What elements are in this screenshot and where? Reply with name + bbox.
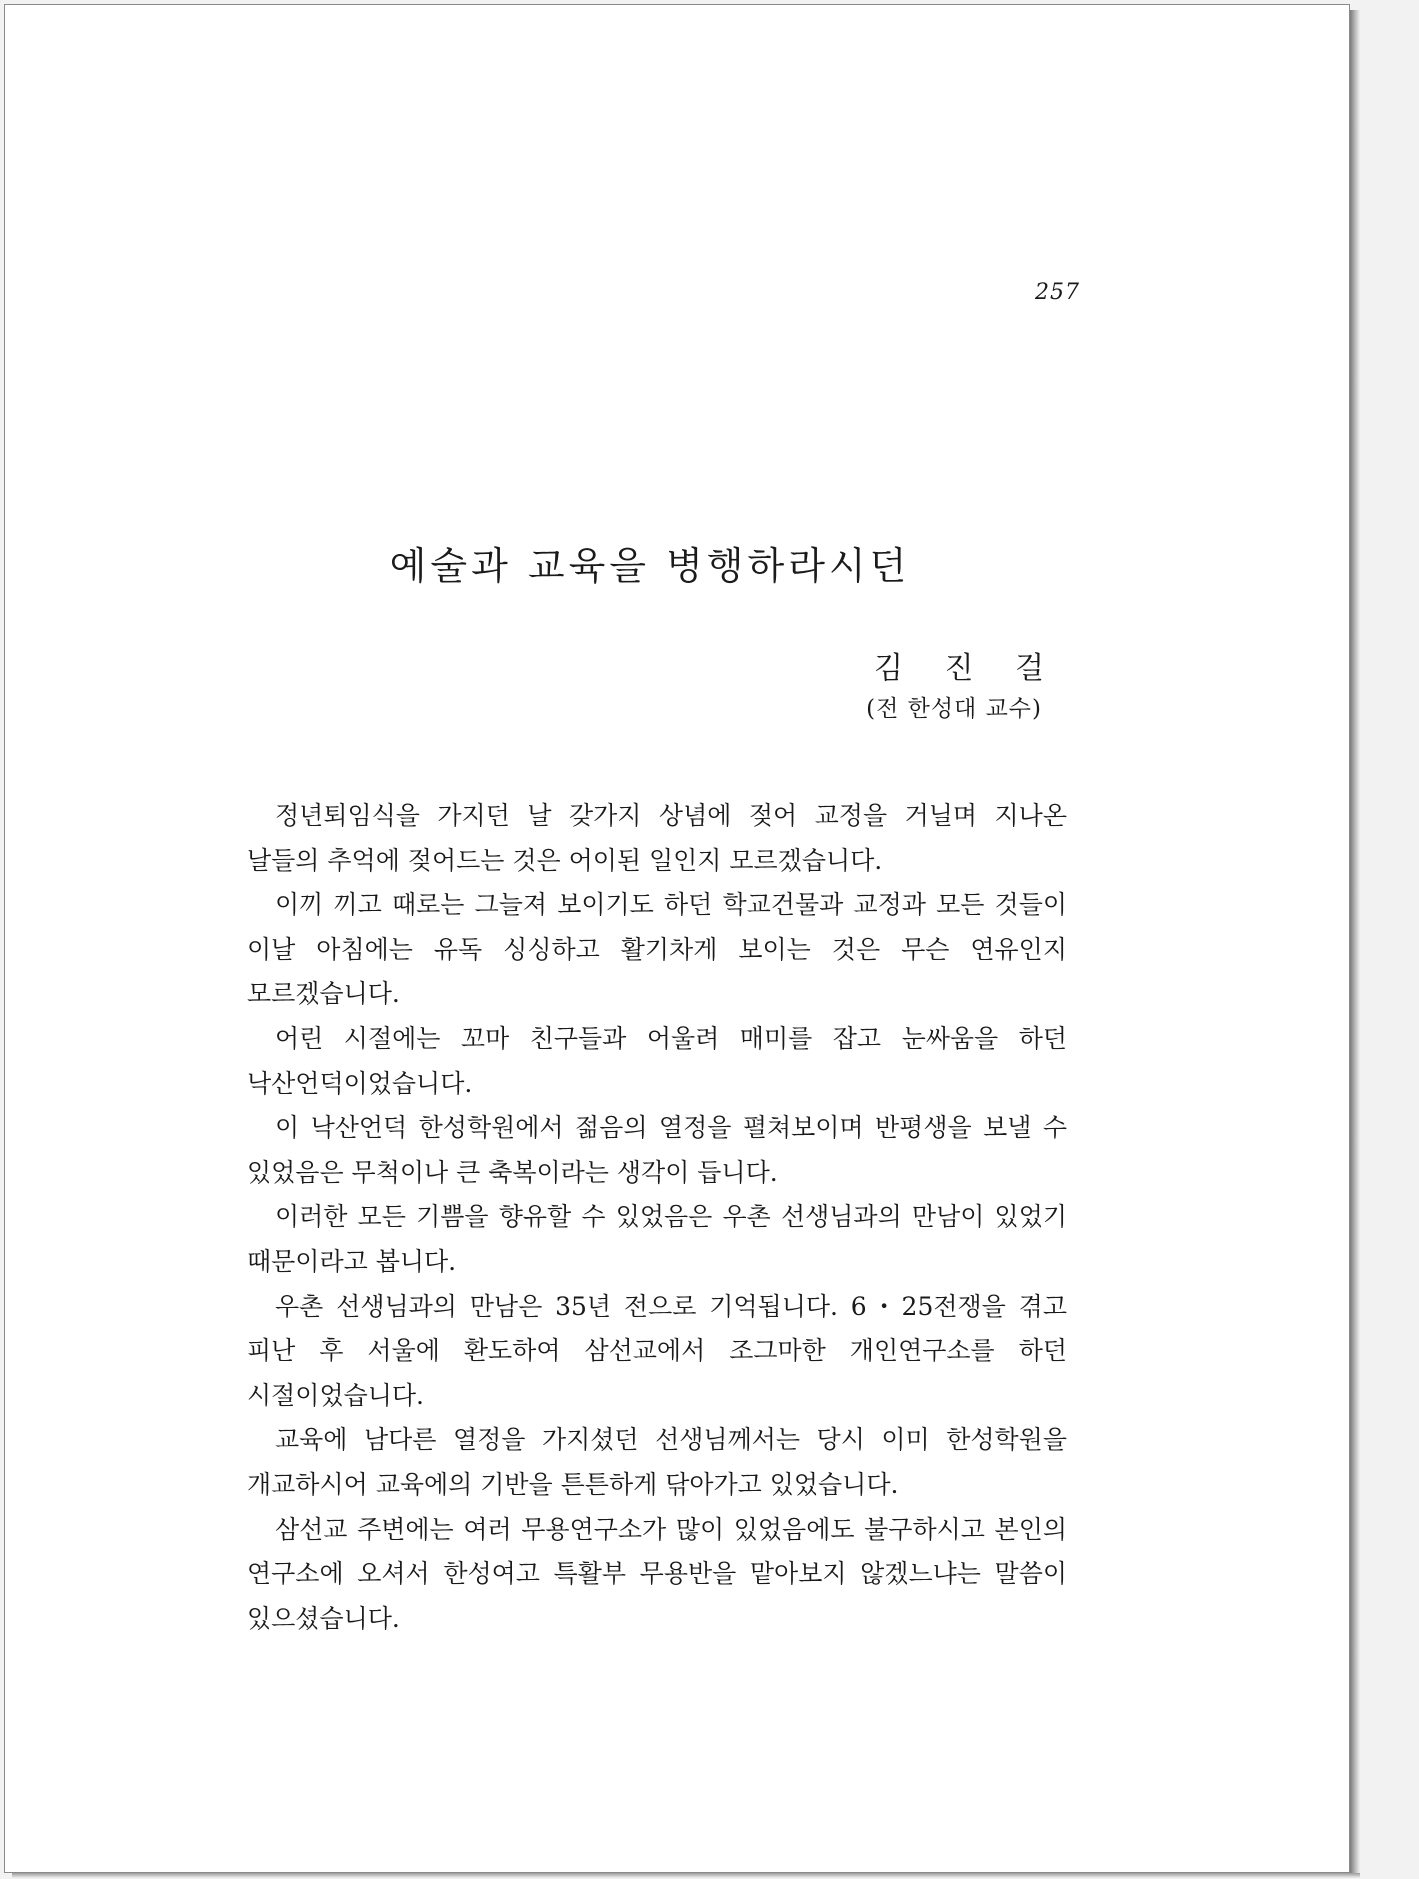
author-name: 김 진 걸 — [873, 651, 1060, 686]
paragraph: 삼선교 주변에는 여러 무용연구소가 많이 있었음에도 불구하시고 본인의 연구소에 오셔서 한성여고 특활부 무용반을 맡아보지 않겠느냐는 말씀이 있으셨습니다. — [247, 1514, 1067, 1633]
article-title: 예술과 교육을 병행하라시던 — [389, 544, 911, 588]
paragraph: 정년퇴임식을 가지던 날 갖가지 상념에 젖어 교정을 거닐며 지나온 날들의 추억에 젖어드는 것은 어이된 일인지 모르겠습니다. — [247, 801, 1067, 875]
paragraph: 이러한 모든 기쁨을 향유할 수 있었음은 우촌 선생님과의 만남이 있었기 때문이라고 봅니다. — [247, 1202, 1067, 1276]
page-number: 257 — [1035, 280, 1080, 305]
paragraph: 교육에 남다른 열정을 가지셨던 선생님께서는 당시 이미 한성학원을 개교하시어 교육에의 기반을 튼튼하게 닦아가고 있었습니다. — [247, 1425, 1067, 1499]
author-affiliation: (전 한성대 교수) — [866, 696, 1042, 722]
paragraph: 우촌 선생님과의 만남은 35년 전으로 기억됩니다. 6・25전쟁을 겪고 피난 후 서울에 환도하여 삼선교에서 조그마한 개인연구소를 하던 시절이었습니다. — [247, 1291, 1067, 1410]
page-shadow-right — [1350, 10, 1360, 1876]
paragraph: 이 낙산언덕 한성학원에서 젊음의 열정을 펼쳐보이며 반평생을 보낼 수 있었음은 무척이나 큰 축복이라는 생각이 듭니다. — [247, 1113, 1067, 1187]
paragraph: 어린 시절에는 꼬마 친구들과 어울려 매미를 잡고 눈싸움을 하던 낙산언덕이었습니다. — [247, 1023, 1067, 1098]
article-body — [247, 794, 1067, 1641]
page-shadow-bottom — [12, 1873, 1360, 1878]
paragraph: 이끼 끼고 때로는 그늘져 보이기도 하던 학교건물과 교정과 모든 것들이 이날 아침에는 유독 싱싱하고 활기차게 보이는 것은 무슨 연유인지 모르겠습니다. — [247, 890, 1067, 1009]
